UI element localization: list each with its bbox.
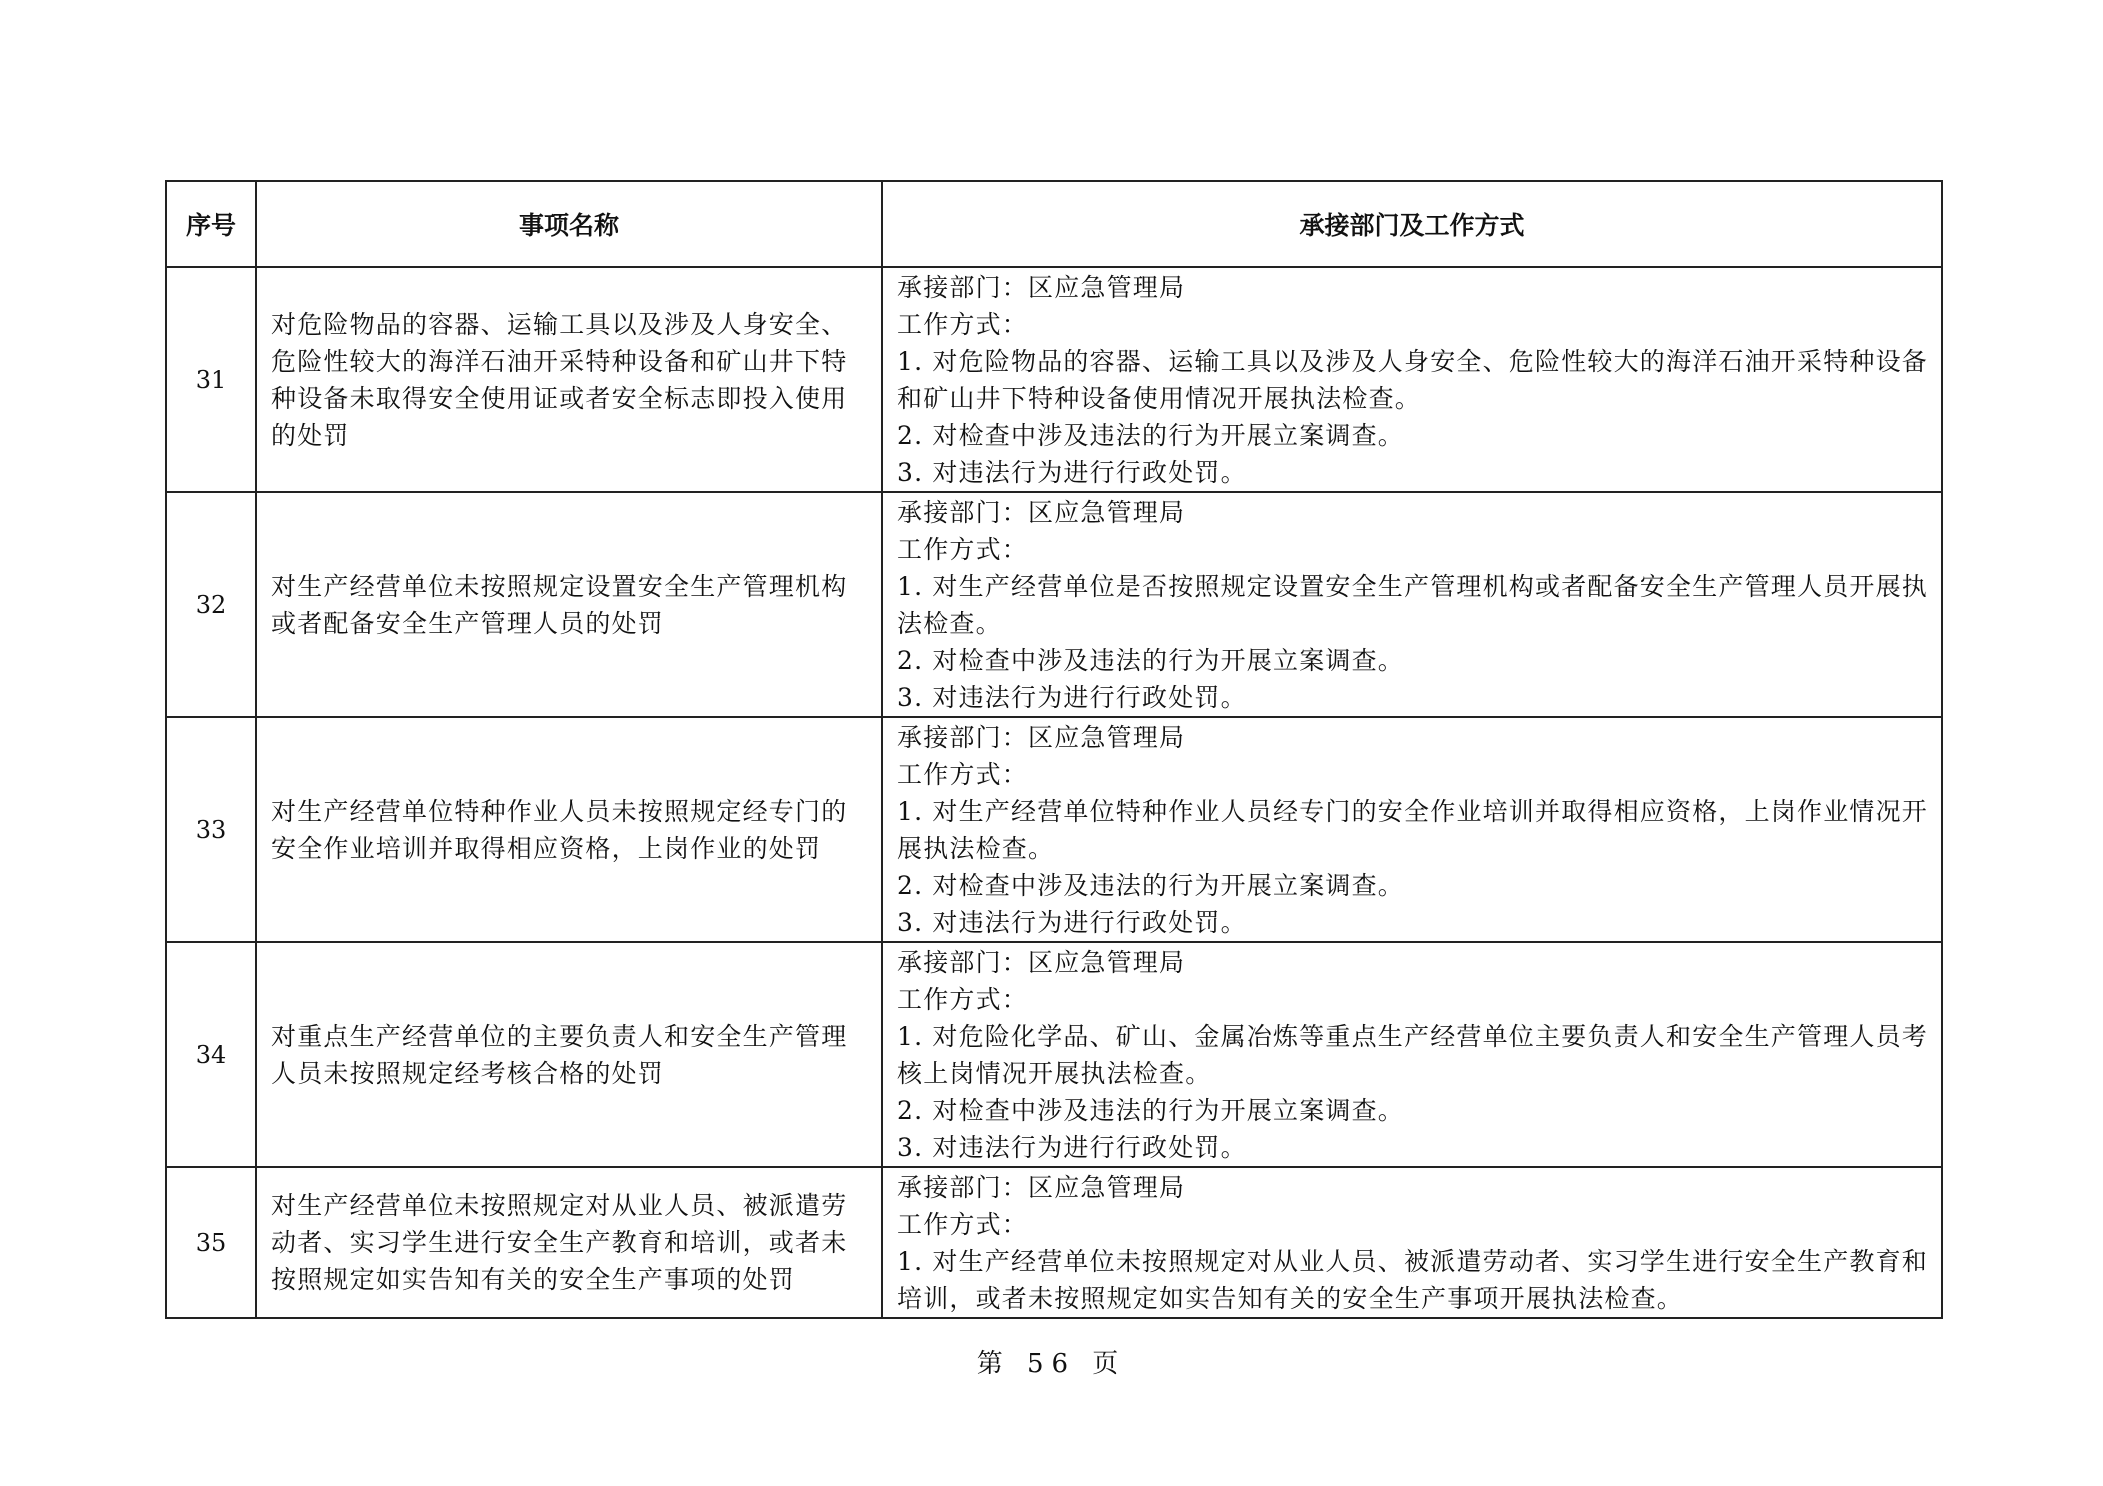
row-name: 对生产经营单位特种作业人员未按照规定经专门的安全作业培训并取得相应资格，上岗作业的处罚: [256, 717, 882, 942]
row-name: 对生产经营单位未按照规定设置安全生产管理机构或者配备安全生产管理人员的处罚: [256, 492, 882, 717]
row-index: 35: [166, 1167, 256, 1318]
row-step: 3. 对违法行为进行行政处罚。: [897, 1133, 1247, 1162]
row-method-label: 工作方式：: [897, 760, 1029, 789]
row-step: 2. 对检查中涉及违法的行为开展立案调查。: [897, 646, 1405, 675]
row-dept: 承接部门：区应急管理局: [897, 723, 1186, 752]
row-step: 3. 对违法行为进行行政处罚。: [897, 458, 1247, 487]
row-index: 34: [166, 942, 256, 1167]
row-dept: 承接部门：区应急管理局: [897, 498, 1186, 527]
row-step: 2. 对检查中涉及违法的行为开展立案调查。: [897, 1096, 1405, 1125]
row-method: [882, 717, 1942, 942]
header-name: 事项名称: [256, 181, 882, 267]
row-index: 32: [166, 492, 256, 717]
row-step: 1. 对生产经营单位特种作业人员经专门的安全作业培训并取得相应资格，上岗作业情况开展执法检查。: [897, 797, 1929, 863]
table-row: [166, 1167, 1942, 1318]
row-method-label: 工作方式：: [897, 1210, 1029, 1239]
row-step: 1. 对危险物品的容器、运输工具以及涉及人身安全、危险性较大的海洋石油开采特种设备和矿山井下特种设备使用情况开展执法检查。: [897, 347, 1929, 413]
row-index: 33: [166, 717, 256, 942]
row-dept: 承接部门：区应急管理局: [897, 273, 1186, 302]
table-row: [166, 267, 1942, 492]
row-dept: 承接部门：区应急管理局: [897, 948, 1186, 977]
row-step: 1. 对生产经营单位未按照规定对从业人员、被派遣劳动者、实习学生进行安全生产教育和培训，或者未按照规定如实告知有关的安全生产事项开展执法检查。: [897, 1247, 1929, 1313]
header-method: 承接部门及工作方式: [882, 181, 1942, 267]
row-method: [882, 267, 1942, 492]
row-name: 对重点生产经营单位的主要负责人和安全生产管理人员未按照规定经考核合格的处罚: [256, 942, 882, 1167]
row-name: 对危险物品的容器、运输工具以及涉及人身安全、危险性较大的海洋石油开采特种设备和矿山井下特种设备未取得安全使用证或者安全标志即投入使用的处罚: [256, 267, 882, 492]
row-step: 2. 对检查中涉及违法的行为开展立案调查。: [897, 871, 1405, 900]
row-index: 31: [166, 267, 256, 492]
row-name: 对生产经营单位未按照规定对从业人员、被派遣劳动者、实习学生进行安全生产教育和培训，或者未按照规定如实告知有关的安全生产事项的处罚: [256, 1167, 882, 1318]
row-dept: 承接部门：区应急管理局: [897, 1173, 1186, 1202]
row-method-label: 工作方式：: [897, 985, 1029, 1014]
row-step: 3. 对违法行为进行行政处罚。: [897, 683, 1247, 712]
page-number: 第 56 页: [976, 1349, 1127, 1379]
header-index: 序号: [166, 181, 256, 267]
table-row: [166, 492, 1942, 717]
table-row: [166, 717, 1942, 942]
row-step: 1. 对生产经营单位是否按照规定设置安全生产管理机构或者配备安全生产管理人员开展执法检查。: [897, 572, 1929, 638]
row-method-label: 工作方式：: [897, 310, 1029, 339]
row-step: 3. 对违法行为进行行政处罚。: [897, 908, 1247, 937]
table-header-row: [166, 181, 1942, 267]
row-method: [882, 942, 1942, 1167]
row-method: [882, 1167, 1942, 1318]
table-row: [166, 942, 1942, 1167]
row-step: 2. 对检查中涉及违法的行为开展立案调查。: [897, 421, 1405, 450]
row-method: [882, 492, 1942, 717]
matters-table: [165, 180, 1943, 1319]
row-step: 1. 对危险化学品、矿山、金属冶炼等重点生产经营单位主要负责人和安全生产管理人员考核上岗情况开展执法检查。: [897, 1022, 1929, 1088]
row-method-label: 工作方式：: [897, 535, 1029, 564]
